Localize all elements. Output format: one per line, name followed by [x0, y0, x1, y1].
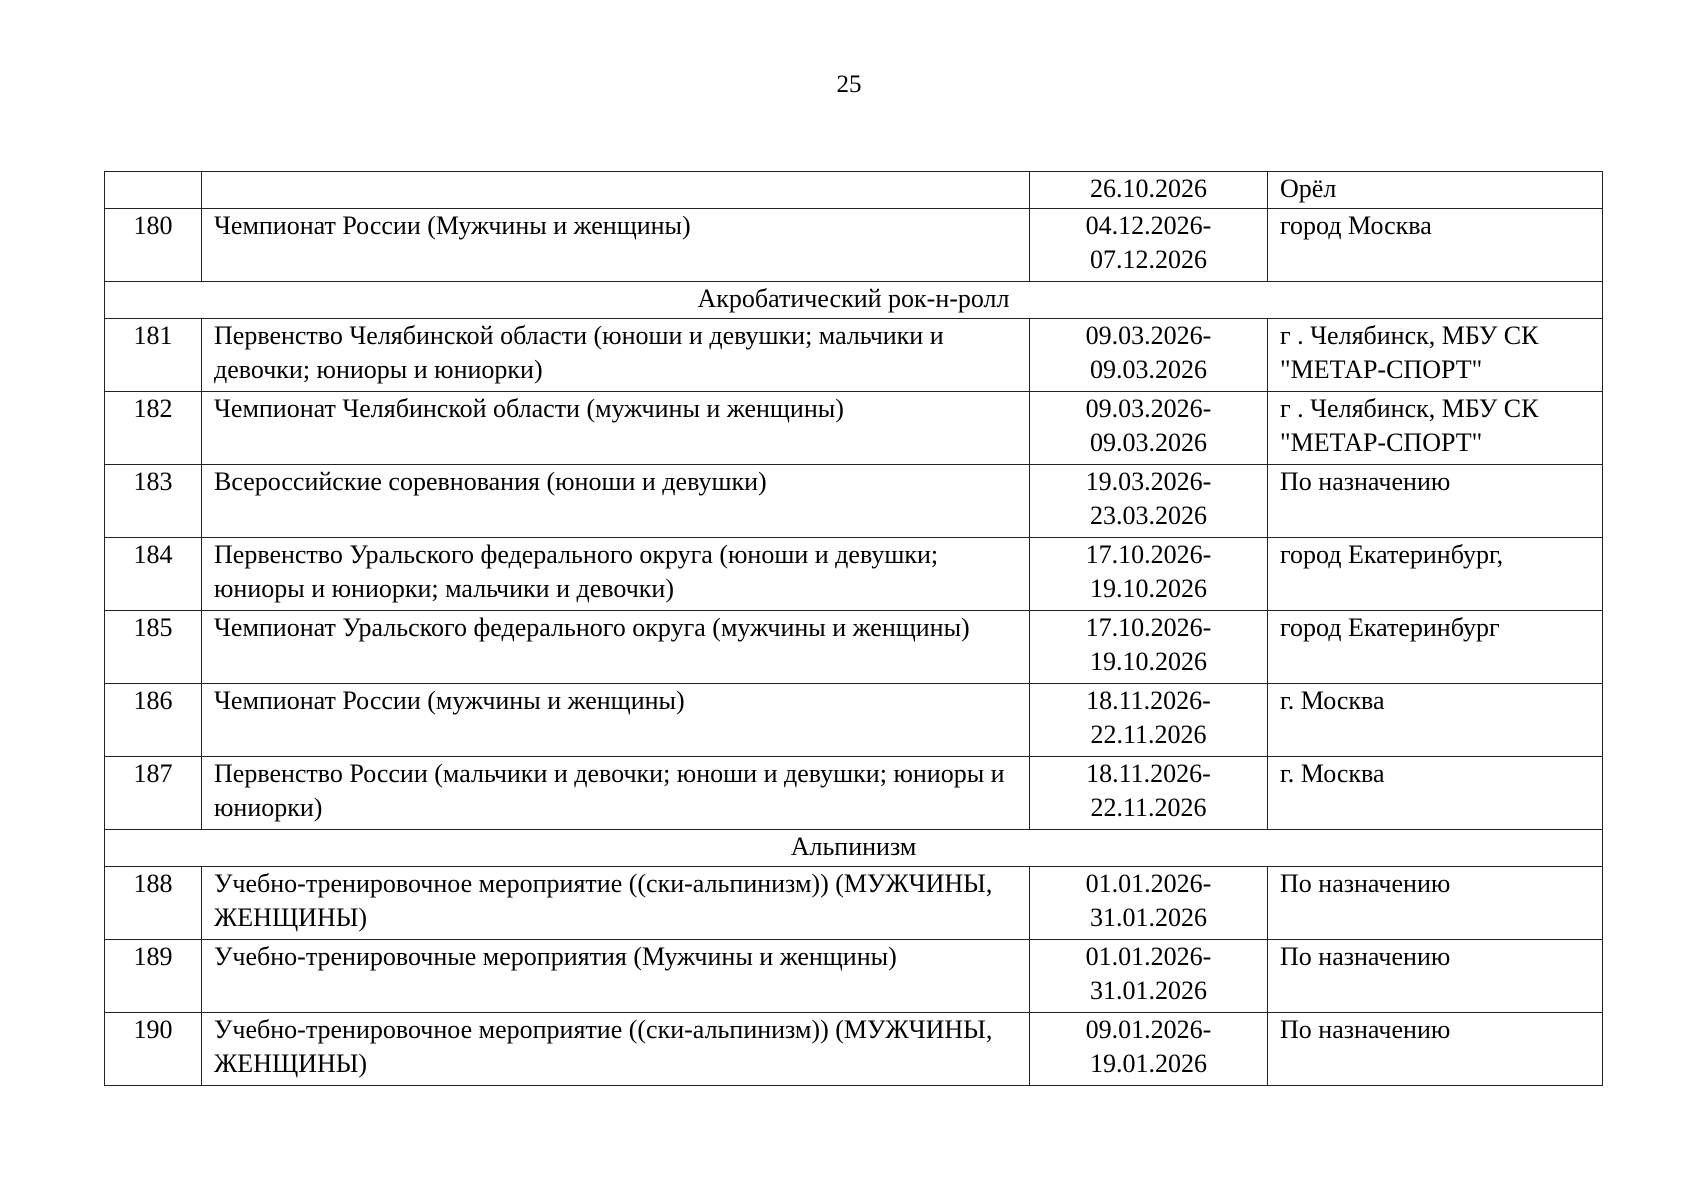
- event-number: 180: [105, 209, 202, 282]
- event-place: город Екатеринбург: [1268, 611, 1603, 684]
- event-place: город Екатеринбург,: [1268, 538, 1603, 611]
- date-end: 07.12.2026: [1090, 245, 1207, 274]
- event-name: Первенство Уральского федерального округа (юноши и девушки; юниоры и юниорки; мальчики и девочки): [202, 538, 1030, 611]
- event-name: Чемпионат Уральского федерального округа (мужчины и женщины): [202, 611, 1030, 684]
- event-number: 181: [105, 319, 202, 392]
- table-row: [105, 465, 1603, 538]
- table-row: [105, 538, 1603, 611]
- date-end: 19.10.2026: [1090, 647, 1207, 676]
- event-number: 190: [105, 1013, 202, 1086]
- section-row: [105, 282, 1603, 319]
- date-end: 19.10.2026: [1090, 574, 1207, 603]
- event-place: город Москва: [1268, 209, 1603, 282]
- event-dates: [1030, 538, 1268, 611]
- event-number: 188: [105, 867, 202, 940]
- event-name: Чемпионат России (мужчины и женщины): [202, 684, 1030, 757]
- table-row: [105, 611, 1603, 684]
- event-number: 184: [105, 538, 202, 611]
- event-place: г . Челябинск, МБУ СК "МЕТАР-СПОРТ": [1268, 319, 1603, 392]
- event-dates: [1030, 465, 1268, 538]
- date-start: 09.01.2026-: [1085, 1015, 1212, 1044]
- event-dates: [1030, 392, 1268, 465]
- date-end: 22.11.2026: [1090, 720, 1207, 749]
- event-name: Первенство Челябинской области (юноши и девушки; мальчики и девочки; юниоры и юниорки): [202, 319, 1030, 392]
- event-name: Чемпионат России (Мужчины и женщины): [202, 209, 1030, 282]
- event-name: Учебно-тренировочное мероприятие ((ски-альпинизм)) (МУЖЧИНЫ, ЖЕНЩИНЫ): [202, 1013, 1030, 1086]
- event-dates: [1030, 757, 1268, 830]
- date-start: 19.03.2026-: [1085, 467, 1212, 496]
- event-name: Чемпионат Челябинской области (мужчины и женщины): [202, 392, 1030, 465]
- event-place: По назначению: [1268, 867, 1603, 940]
- date-start: 18.11.2026-: [1086, 759, 1211, 788]
- table-row: [105, 684, 1603, 757]
- events-table: [104, 171, 1603, 1086]
- event-dates: [1030, 1013, 1268, 1086]
- table-row: [105, 867, 1603, 940]
- date-start: 09.03.2026-: [1085, 321, 1212, 350]
- event-number: 186: [105, 684, 202, 757]
- section-title: Акробатический рок-н-ролл: [105, 282, 1603, 319]
- event-number: 183: [105, 465, 202, 538]
- date-start: 01.01.2026-: [1085, 942, 1212, 971]
- date-start: 17.10.2026-: [1085, 613, 1212, 642]
- page-number: 25: [836, 71, 862, 98]
- event-number: 185: [105, 611, 202, 684]
- section-title: Альпинизм: [105, 830, 1603, 867]
- event-place: Орёл: [1268, 172, 1603, 209]
- event-dates: [1030, 684, 1268, 757]
- event-place: По назначению: [1268, 1013, 1603, 1086]
- table-row: [105, 757, 1603, 830]
- event-name: [202, 172, 1030, 209]
- table-row: [105, 319, 1603, 392]
- event-number: 182: [105, 392, 202, 465]
- event-name: Всероссийские соревнования (юноши и девушки): [202, 465, 1030, 538]
- date-start: 09.03.2026-: [1085, 394, 1212, 423]
- date-end: 09.03.2026: [1090, 428, 1207, 457]
- date-end: 26.10.2026: [1090, 174, 1207, 203]
- event-place: По назначению: [1268, 940, 1603, 1013]
- event-dates: [1030, 172, 1268, 209]
- date-end: 31.01.2026: [1090, 903, 1207, 932]
- table-row: [105, 172, 1603, 209]
- date-start: 04.12.2026-: [1085, 211, 1212, 240]
- table-row: [105, 940, 1603, 1013]
- date-end: 19.01.2026: [1090, 1049, 1207, 1078]
- event-place: По назначению: [1268, 465, 1603, 538]
- event-dates: [1030, 319, 1268, 392]
- event-dates: [1030, 611, 1268, 684]
- event-number: 187: [105, 757, 202, 830]
- table-row: [105, 209, 1603, 282]
- date-start: 18.11.2026-: [1086, 686, 1211, 715]
- event-name: Первенство России (мальчики и девочки; юноши и девушки; юниоры и юниорки): [202, 757, 1030, 830]
- event-place: г. Москва: [1268, 757, 1603, 830]
- date-end: 22.11.2026: [1090, 793, 1207, 822]
- section-row: [105, 830, 1603, 867]
- date-start: 01.01.2026-: [1085, 869, 1212, 898]
- event-dates: [1030, 209, 1268, 282]
- event-name: Учебно-тренировочные мероприятия (Мужчины и женщины): [202, 940, 1030, 1013]
- date-end: 23.03.2026: [1090, 501, 1207, 530]
- table-row: [105, 392, 1603, 465]
- event-number: 189: [105, 940, 202, 1013]
- event-dates: [1030, 940, 1268, 1013]
- event-name: Учебно-тренировочное мероприятие ((ски-альпинизм)) (МУЖЧИНЫ, ЖЕНЩИНЫ): [202, 867, 1030, 940]
- table-row: [105, 1013, 1603, 1086]
- date-end: 31.01.2026: [1090, 976, 1207, 1005]
- event-place: г . Челябинск, МБУ СК "МЕТАР-СПОРТ": [1268, 392, 1603, 465]
- date-start: 17.10.2026-: [1085, 540, 1212, 569]
- event-place: г. Москва: [1268, 684, 1603, 757]
- event-dates: [1030, 867, 1268, 940]
- event-number: [105, 172, 202, 209]
- date-end: 09.03.2026: [1090, 355, 1207, 384]
